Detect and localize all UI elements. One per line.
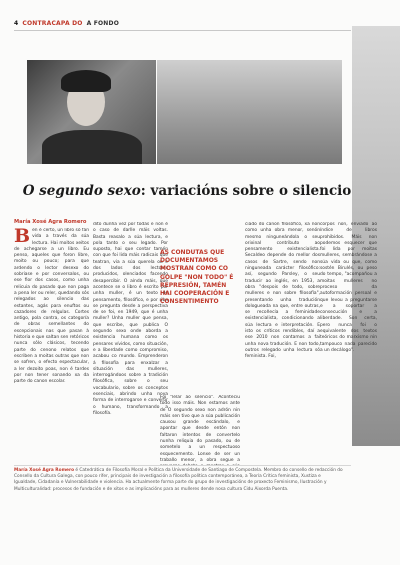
page-header — [14, 20, 119, 27]
article-column-2: dito dunha vez por todas e non é o caso de darlle máis voltas. Basta reasalo a súa lectura, e pola tanto o seu legado. Por suposto, hai que contar tamén con que foi lida máis radicais que teatran, via a súa querela ou e dos lados dos lectores producidos, olenciados facendo desapercibir. O aínda máis, que acontece se o libro é escrito por unha muller, é un texto de pensamento, filosófico, e por riba se pregunta desde a perspectiva de se foi, en 1949, que é unha muller? Unha muller que pensa, que escribe, que publica O segundo sexo onde aborda a existencia humana como os pensares vívidos, como situación, e a liberdade como compromiso, acabou co mundo. Emprenderon á filosofía para enxalzar a situación das mulleres, interrogándoos sobre a tradición filosófica, sobre o seu vocabulario, sobre os conceptos esenciais, abrindo unha nova forma de interrogarse e convertir o humano, transformando a filosofía. — [93, 222, 168, 416]
background-photo — [157, 60, 342, 164]
drop-cap: B — [14, 228, 31, 247]
page-number: 4 — [14, 20, 19, 27]
section-label-secondary: A FONDO — [86, 20, 120, 27]
bio-text: é Catedrática de Filosofía Moral e Política da Universidade de Santiago de Compostela. Membro do consello de redacción do Consello da Cultura Galega, con pouco rifer, principais de investigación a filosofía política contemporánea, a Teoría Crítica feminista, Xustiza e Igualdade, Cidadanía e Vulnerabilidade e violencia. Ha actualmente forma parte do grupo de investigacións de proxecto Feminismo, Ilustración y Multiculturalidad: procesos de fundación e de xitos e as implicacións para as mulleres dende nosa cultura Cidu Aixorda Puenta. — [14, 468, 343, 492]
title-rest: : variacións sobre o silencio — [140, 183, 352, 199]
author-bio — [14, 468, 344, 493]
portrait-hair — [61, 70, 111, 92]
article-author: María Xosé Agra Romero — [14, 219, 87, 225]
article-column-3: ciado do canon filosófico, xa non como unha obra menor, senón mesmo ninguneándola o seu orixinal contributo ao pensamento existencialista. Secaldeo depende do mellor dos casos de Sartre, sendo non ninguneada carácter filosófico: así, segundo Parsley, o seu traducir ao inglés, en 1953, a obra "despois de todo, sobre mulleres e non sobre filosofía", presentando unha tradución dologueada na que, entre outras, se recoñecía a feminidade existencialista, condicionando a súa lectura e interpretación. E isto os críticos rendibles, daí a ese 2010 non contamos a fai unha nova tradución. E non todo, outros relegado unha lectura só feminista. Foi, — [245, 222, 320, 360]
article-column-1 — [14, 228, 89, 471]
portrait-shoulders — [42, 130, 142, 164]
title-italic: O segundo sexo — [22, 183, 141, 199]
article-column-2b: Foi "lelar ao silencio". Aconteciu todo isso máis. Non estamos ante de O segundo sexo non adrón nin máis sen tivo que a súa publicación causou grande escándalo, e apontar que desde entón non faltaron intentos de convertelo nunha reliquia do pasado, ou de sometelo a un respectuoso esquecemento. Lonxe de ser un traballo menor, a obra segue a — [160, 395, 240, 463]
article-title — [22, 183, 352, 199]
bio-name: María Xosé Agra Romero — [14, 468, 75, 473]
portrait-photo — [27, 60, 156, 164]
header-rule — [14, 30, 351, 31]
section-label: CONTRACAPA DO — [22, 20, 83, 27]
pull-quote: AS CONDUTAS QUE DOCUMENTAMOS MOSTRAN COMO CO GOLPE "NON TODO" É REPRESIÓN, TAMÉN HAI COOPERACIÓN E CONSENTIMENTO — [160, 249, 234, 306]
article-column-4: corpos non, enviado ao índice de libros prohibidos. Máis non podemos esquecer que foi lida por moitas mulleres, sembrándose a súa vida ou que, como sostén Birulés, ou peso do tempo, "acompañou a moitas mulleres no proceso da autoformación persoal e que levou a preguntarse e a soportar a consecución e a liberdade. Son certa, pero nunca foi o equivalente dos textos teóricos do marxismo nin tampouco nada parecido a un decálogo". — [320, 222, 377, 353]
footer-rule — [14, 465, 351, 466]
column-1-text: en é certo, un libro só fan vida a través da súa lectura. Hai moitos xeitos de achegarse a un libro. Eu penso, aqueles que foron libre, moito ou pouco; para que ardendo o lector desexo do sobriase e por conversalos, ou ese fior dos casos, como unha relicuia do pasado que non paga a pena ler ou reler, quedando sós relegados ao silencio das estantes, agás para enuftos ou cazadores de relgulas. Cortes antigo, pola contra, os categoría de obras semellantes do escepcionais nas que pasan à historia e que saltan sen retóricos nunca sólo clásicos, tecendo parte do cenono relatos que escriben a moitas outras que non se sofren, o efecto espectacular, a ler dezoito poas, non é tardes por non tener sonando xa da parte do canon escolar. — [14, 228, 89, 385]
